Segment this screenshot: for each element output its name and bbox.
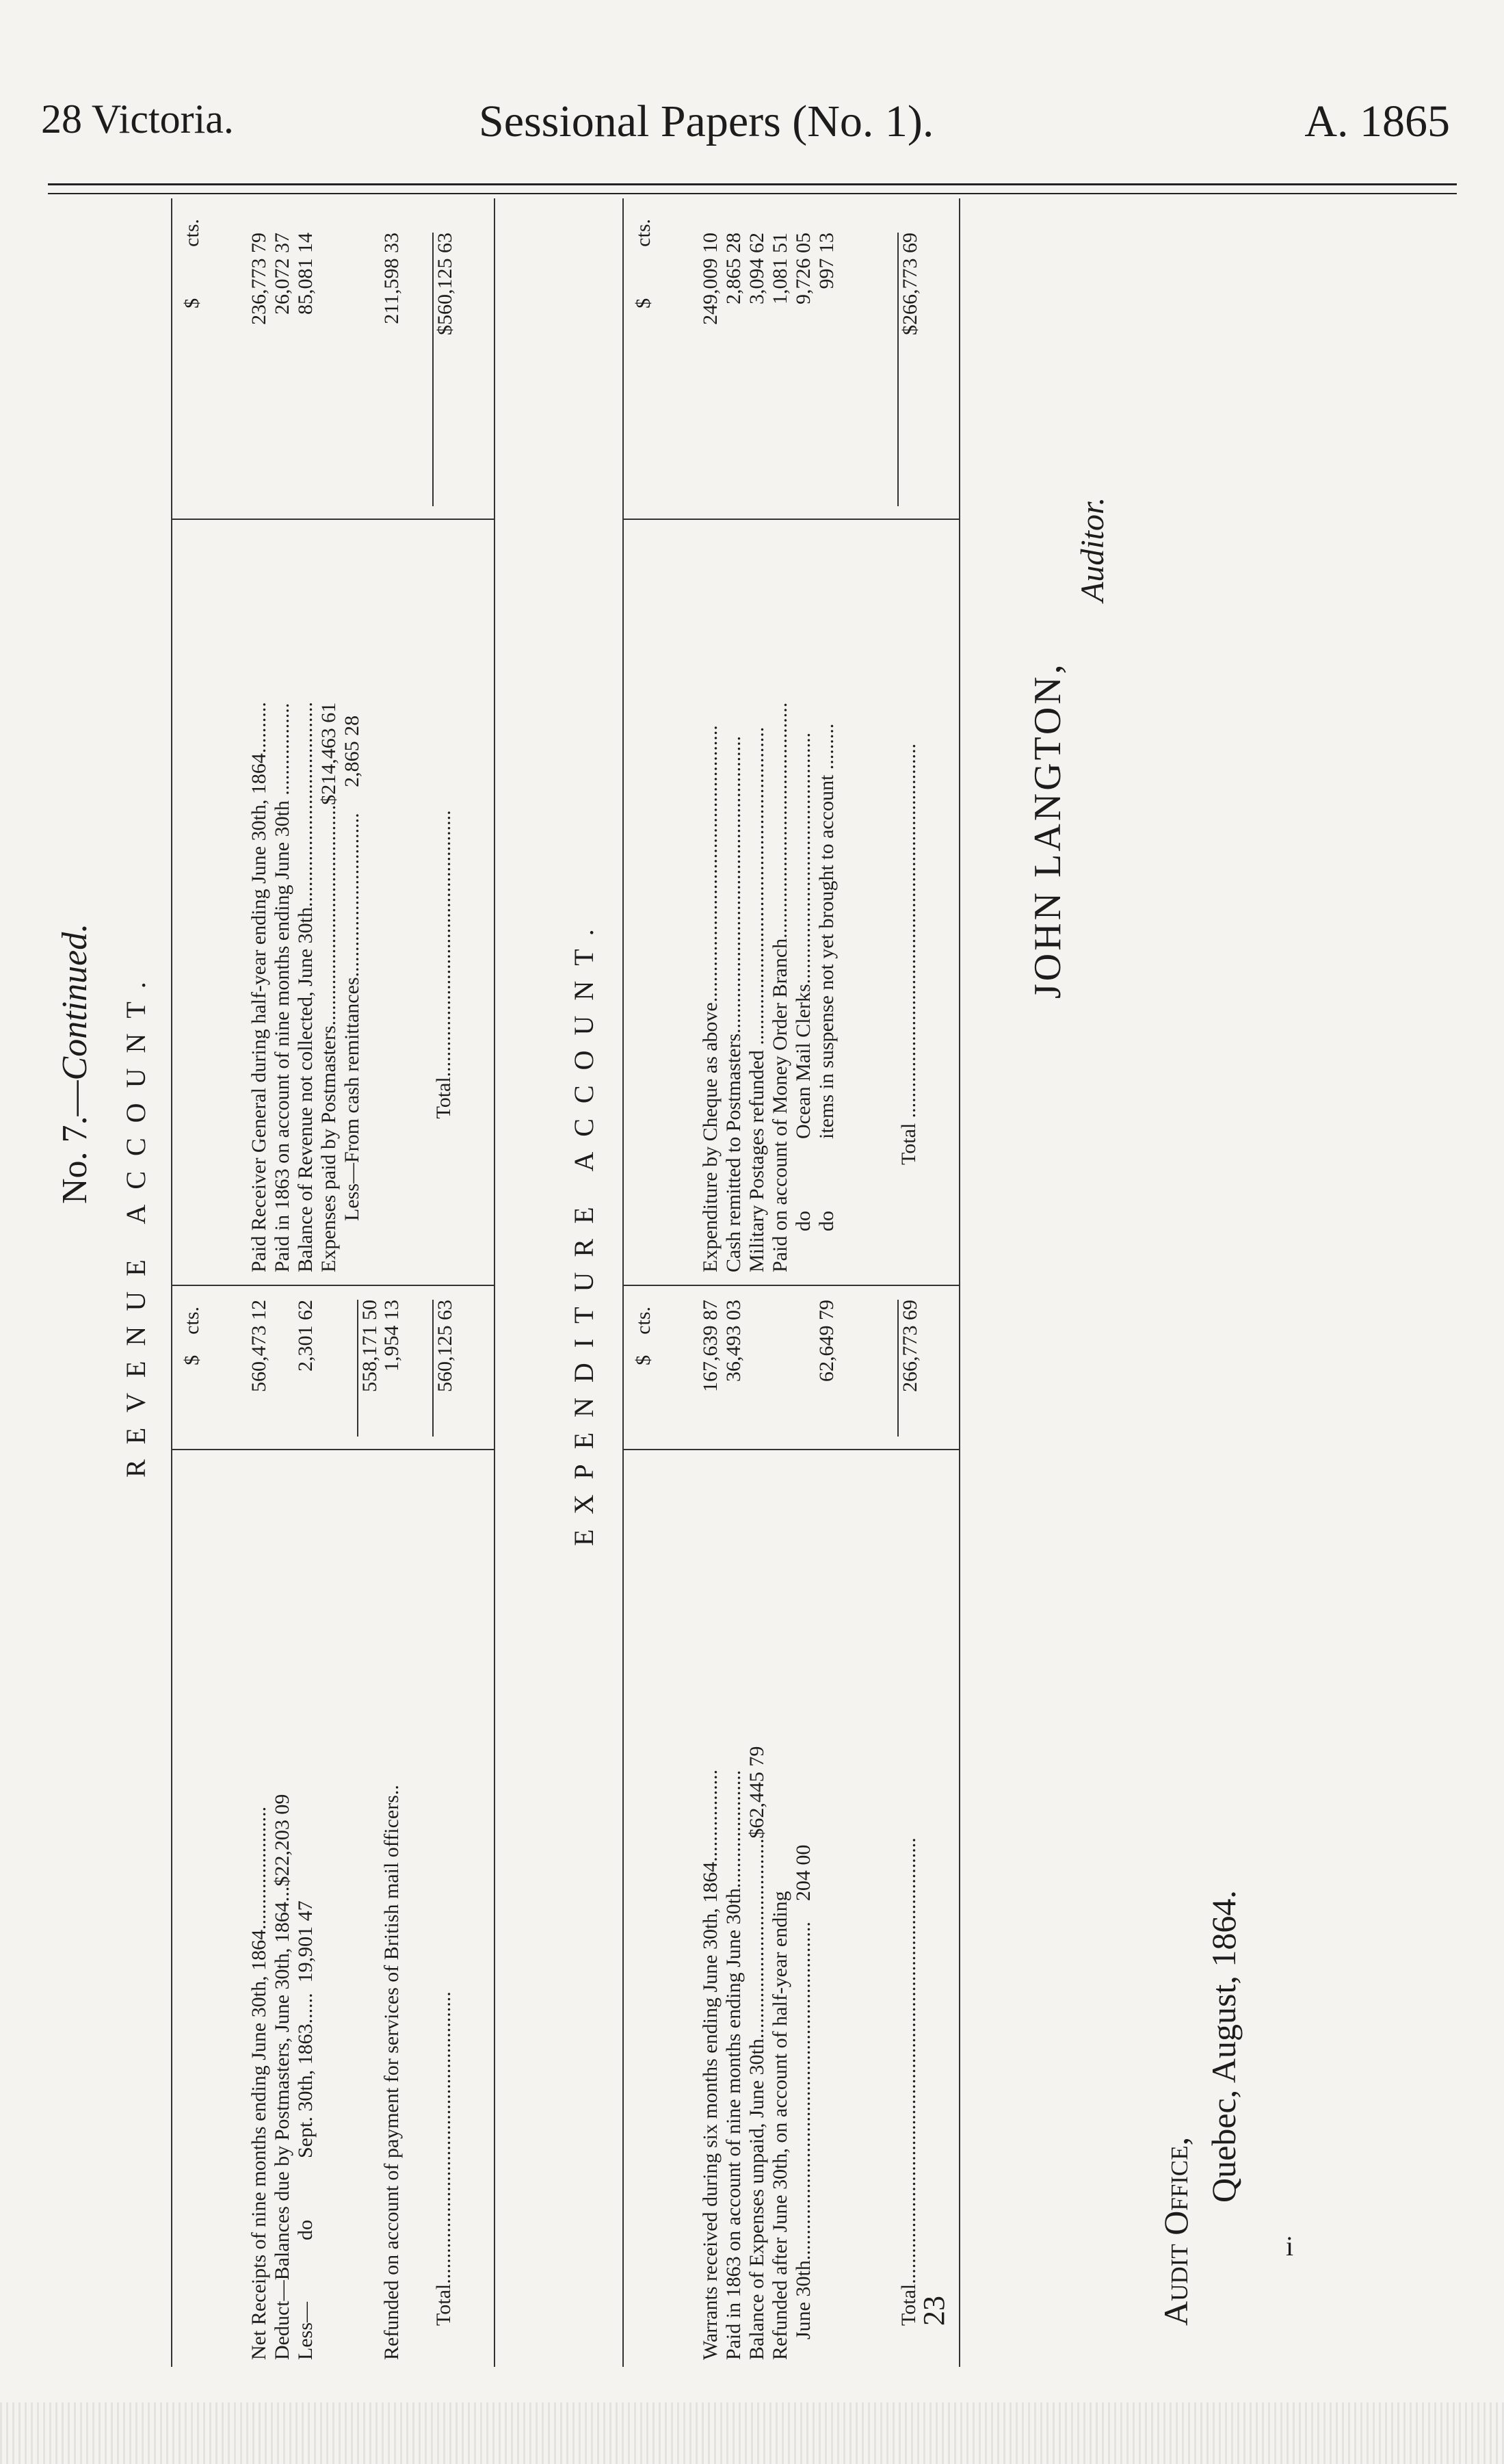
revenue-right-amount: 26,072 37 (271, 233, 293, 315)
header-center: Sessional Papers (No. 1). (479, 96, 934, 146)
scan-noise-strip (0, 2402, 1504, 2464)
revenue-left-amount: 558,171 50 (357, 1300, 382, 1437)
page-number: 23 (917, 2296, 951, 2326)
expenditure-left-colhead: $ cts. (632, 1307, 655, 1365)
audit-office: Audit Office, (1157, 2136, 1195, 2326)
header-rule (48, 183, 1457, 185)
rotated-page-body (41, 198, 1450, 2367)
expenditure-left-row: Warrants received during six months ending June 30th, 1864.................. (699, 1769, 722, 2360)
expenditure-right-amount: 249,009 10 (699, 233, 722, 325)
revenue-right-row: Less—From cash remittances................................ 2,865 28 (341, 715, 363, 1272)
revenue-left-row: Less— do Sept. 30th, 1863...... 19,901 47 (294, 1900, 317, 2360)
expenditure-right-row: Paid on account of Money Order Branch.............................................. (769, 702, 791, 1272)
expenditure-left-row: June 30th.................................................................. 204 00 (792, 1844, 815, 2360)
heading-continued: Continued. (55, 923, 94, 1081)
expenditure-right-amount: 3,094 62 (746, 233, 768, 304)
audit-place-date: Quebec, August, 1864. (1204, 1890, 1243, 2203)
col-divider (624, 1285, 959, 1286)
revenue-left-amount: 1,954 13 (380, 1300, 403, 1372)
revenue-left-colhead: $ cts. (181, 1307, 203, 1365)
signature-title: Auditor. (1074, 497, 1111, 602)
revenue-left-total-label: Total......................................................... (432, 1991, 455, 2326)
expenditure-right-row: Expenditure by Cheque as above...................................................... (699, 725, 722, 1272)
footer-mark: i (1286, 2231, 1294, 2262)
expenditure-left-total-label: Total....................................................................................... (897, 1837, 920, 2326)
revenue-right-row: Paid Receiver General during half-year ending June 30th, 1864.......... (248, 702, 270, 1272)
expenditure-right-amount: 997 13 (815, 233, 838, 289)
revenue-left-row: Net Receipts of nine months ending June 30th, 1864........................ (248, 1806, 270, 2360)
expenditure-right-amount: 1,081 51 (769, 233, 791, 304)
revenue-right-total: $560,125 63 (432, 233, 457, 506)
expenditure-right-amount: 9,726 05 (792, 233, 815, 304)
expenditure-right-row: Military Postages refunded .............................................................. (746, 726, 768, 1272)
revenue-left-total: 560,125 63 (432, 1300, 457, 1437)
expenditure-left-row: Refunded after June 30th, on account of half-year ending (769, 1891, 791, 2360)
signature-name: JOHN LANGTON, (1027, 661, 1069, 999)
expenditure-right-total-label: Total ......................................................................... (897, 743, 920, 1272)
col-divider (172, 1285, 494, 1286)
section-heading (55, 923, 95, 1204)
col-divider (172, 519, 494, 520)
col-divider (172, 1449, 494, 1450)
page-header (41, 89, 1464, 164)
revenue-left-amount: 560,473 12 (248, 1300, 270, 1392)
expenditure-left-amount: 36,493 03 (722, 1300, 745, 1382)
revenue-left-row: Refunded on account of payment for services of British mail officers.. (380, 1785, 403, 2360)
revenue-title: REVENUE ACCOUNT. (120, 967, 151, 1478)
revenue-right-amount: 85,081 14 (294, 233, 317, 315)
expenditure-left-amount: 167,639 87 (699, 1300, 722, 1392)
revenue-table (171, 198, 495, 2367)
revenue-right-row: Expenses paid by Postmasters...........................................$214,463 61 (317, 702, 340, 1272)
revenue-left-amount: 2,301 62 (294, 1300, 317, 1372)
expenditure-title: EXPENDITURE ACCOUNT. (568, 914, 599, 1546)
heading-number: No. 7.— (55, 1080, 94, 1204)
expenditure-left-row: Balance of Expenses unpaid, June 30th.......................................$62,445 79 (746, 1746, 768, 2360)
col-divider (624, 1449, 959, 1450)
expenditure-right-row: do items in suspense not yet brought to account ......... (815, 723, 838, 1272)
revenue-left-row: Deduct—Balances due by Postmasters, June 30th, 1864...$22,203 09 (271, 1794, 293, 2360)
header-left: 28 Victoria. (41, 96, 234, 142)
revenue-right-row: Balance of Revenue not collected, June 30th........................................ (294, 702, 317, 1272)
expenditure-table (622, 198, 960, 2367)
revenue-right-row: Paid in 1863 on account of nine months ending June 30th .................. (271, 703, 293, 1272)
expenditure-right-amount: 2,865 28 (722, 233, 745, 304)
header-right: A. 1865 (1304, 96, 1450, 146)
expenditure-right-colhead: $ cts. (632, 219, 655, 309)
revenue-right-amount: 211,598 33 (380, 233, 403, 324)
expenditure-left-amount: 62,649 79 (815, 1300, 838, 1382)
col-divider (624, 519, 959, 520)
revenue-right-total-label: Total.................................................... (432, 810, 455, 1272)
header-rule-thin (48, 193, 1457, 194)
expenditure-left-row: Paid in 1863 on account of nine months ending June 30th....................... (722, 1770, 745, 2360)
revenue-right-colhead: $ cts. (181, 219, 203, 309)
expenditure-right-row: Cash remitted to Postmasters.......................................................... (722, 735, 745, 1272)
expenditure-right-total: $266,773 69 (897, 233, 922, 506)
expenditure-left-total: 266,773 69 (897, 1300, 922, 1437)
revenue-right-amount: 236,773 79 (248, 233, 270, 325)
expenditure-right-row: do Ocean Mail Clerks................................................. (792, 732, 815, 1272)
